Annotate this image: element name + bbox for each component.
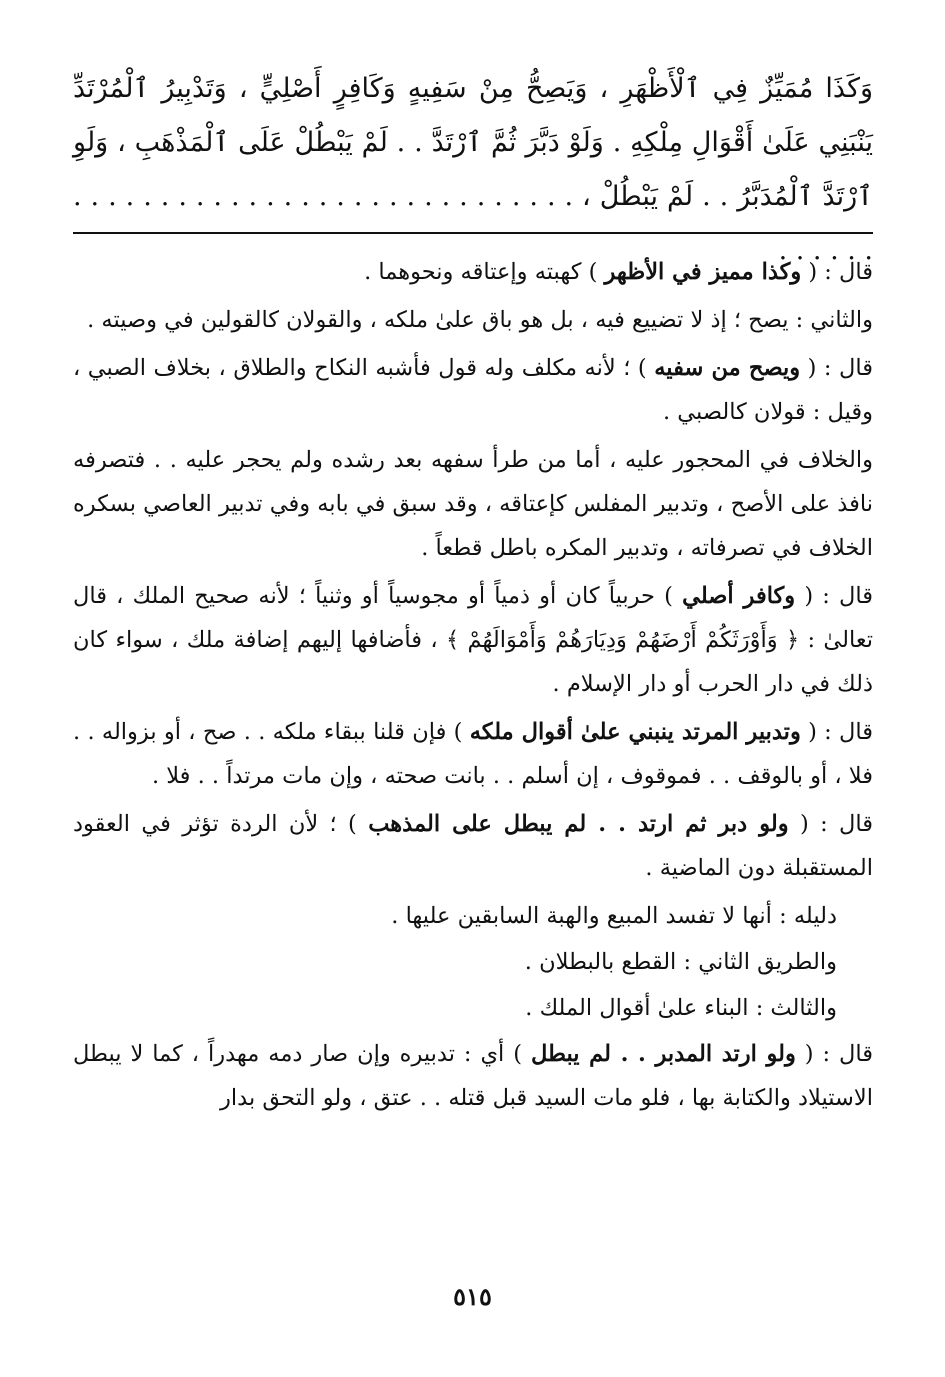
commentary-body (73, 250, 873, 1124)
commentary-paragraph (73, 574, 873, 706)
paragraph-lead-text: دليله : أنها لا تفسد المبيع والهبة السابقين عليها . (391, 903, 837, 929)
paragraph-lead-text: قال : ( (795, 583, 873, 609)
matn-text: وَكَذَا مُمَيِّزٌ فِي ٱلْأَظْهَرِ ، وَيَصِحُّ مِنْ سَفِيهٍ وَكَافِرٍ أَصْلِيٍّ ، وَتَدْبِيرُ ٱلْمُرْتَدِّ يَنْبَنِي عَلَىٰ أَقْوَالِ مِلْكِهِ . وَلَوْ دَبَّرَ ثُمَّ ٱرْتَدَّ . . لَمْ يَبْطُلْ عَلَى ٱلْمَذْهَبِ ، وَلَوِ ٱرْتَدَّ ٱلْمُدَبَّرُ . . لَمْ يَبْطُلْ ، . . . . . . . . . . . . . . . . . . . . . . . . . . . . . . . . . . . (73, 73, 873, 266)
paragraph-rest-text: ) ؛ لأن الردة تؤثر في العقود المستقبلة دون الماضية . (73, 811, 873, 881)
matn-quote: ويصح من سفيه (654, 355, 801, 381)
paragraph-rest-text: ) أي : تدبيره وإن صار دمه مهدراً ، كما لا يبطل الاستيلاد والكتابة بها ، فلو مات السيد قبل قتله . . عتق ، ولو التحق بدار (73, 1041, 873, 1111)
paragraph-lead-text: قال : ( (801, 259, 873, 285)
page-number: ٥١٥ (453, 1282, 492, 1311)
paragraph-rest-text: ) حربياً كان أو ذمياً أو مجوسياً أو وثنياً ؛ لأنه صحيح الملك ، قال تعالىٰ : ﴿ وَأَوْرَثَكُمْ أَرْضَهُمْ وَدِيَارَهُمْ وَأَمْوَالَهُمْ ﴾ ، فأضافها إليهم إضافة ملك ، سواء كان ذلك في دار الحرب أو دار الإسلام . (73, 583, 873, 697)
matn-quote: وتدبير المرتد ينبني علىٰ أقوال ملكه (469, 719, 801, 745)
commentary-paragraph (73, 298, 873, 342)
paragraph-lead-text: والخلاف في المحجور عليه ، أما من طرأ سفهه بعد رشده ولم يحجر عليه . . فتصرفه نافذ على الأصح ، وتدبير المفلس كإعتاقه ، وقد سبق في بابه وفي تدبير العاصي بسكره الخلاف في تصرفاته ، وتدبير المكره باطل قطعاً . (73, 447, 873, 561)
commentary-paragraph (73, 802, 873, 890)
commentary-paragraph (73, 250, 873, 294)
paragraph-lead-text: قال : ( (800, 719, 873, 745)
matn-quote: وكذا مميز في الأظهر (604, 259, 802, 285)
paragraph-rest-text: ) فإن قلنا ببقاء ملكه . . صح ، أو بزواله . . فلا ، أو بالوقف . . فموقوف ، إن أسلم . . بانت صحته ، وإن مات مرتداً . . فلا . (73, 719, 873, 789)
paragraph-rest-text: ) ؛ لأنه مكلف وله قول فأشبه النكاح والطلاق ، بخلاف الصبي ، وقيل : قولان كالصبي . (73, 355, 873, 425)
commentary-paragraph (73, 1032, 873, 1120)
paragraph-lead-text: والثاني : يصح ؛ إذ لا تضييع فيه ، بل هو باق علىٰ ملكه ، والقولان كالقولين في وصيته . (87, 307, 873, 333)
paragraph-rest-text: ) كهبته وإعتاقه ونحوهما . (364, 259, 605, 285)
matn-quote: ولو دبر ثم ارتد . . لم يبطل على المذهب (368, 811, 789, 837)
commentary-paragraph (73, 940, 873, 984)
paragraph-lead-text: والطريق الثاني : القطع بالبطلان . (524, 949, 837, 975)
paragraph-lead-text: قال : ( (800, 355, 873, 381)
commentary-paragraph (73, 346, 873, 434)
paragraph-lead-text: قال : ( (795, 1041, 873, 1067)
paragraph-lead-text: والثالث : البناء علىٰ أقوال الملك . (525, 995, 837, 1021)
commentary-paragraph (73, 438, 873, 570)
matn-quote: وكافر أصلي (682, 583, 796, 609)
matn-quote: ولو ارتد المدبر . . لم يبطل (530, 1041, 796, 1067)
paragraph-lead-text: قال : ( (788, 811, 873, 837)
commentary-paragraph (73, 894, 873, 938)
commentary-paragraph (73, 986, 873, 1030)
separator-line (73, 232, 873, 234)
commentary-paragraph (73, 710, 873, 798)
